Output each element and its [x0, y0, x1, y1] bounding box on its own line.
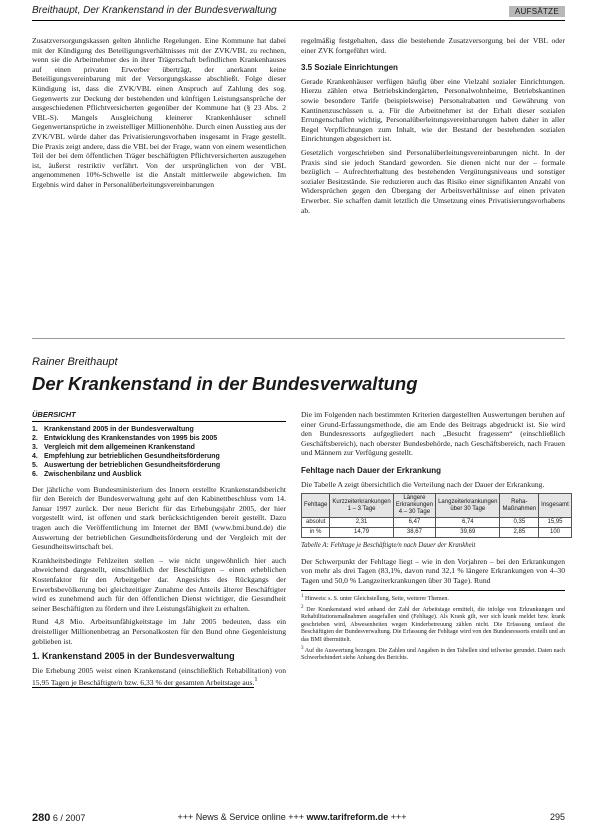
overview-item: 6. Zwischenbilanz und Ausblick — [32, 470, 142, 478]
article-column-left — [32, 410, 286, 691]
table-cell: 6,74 — [436, 518, 500, 528]
overview-item: 2. Entwicklung des Krankenstandes von 1995 bis 2005 — [32, 434, 218, 442]
table-caption: Tabelle A: Fehltage je Beschäftigte/n nach Dauer der Krankheit — [301, 542, 476, 550]
table-cell: 100 — [539, 528, 572, 538]
overview-item: 5. Auswertung der betrieblichen Gesundheitsförderung — [32, 461, 221, 469]
table-cell: absolut — [302, 518, 330, 528]
overview-list — [32, 425, 286, 479]
table-header: Langzeiterkrankungen über 30 Tage — [436, 494, 500, 518]
paragraph: Rund 4,8 Mio. Arbeitsunfähigkeitstage im Jahr 2005 bedeuten, dass ein dreistelliger Millionenbetrag an Personalkosten für den Bund ohne Gegenleistung geblieben ist. — [32, 617, 286, 646]
table-row — [302, 528, 572, 538]
footnote: $^2$ Der Krankenstand wird anhand der Zahl der Arbeitstage ermittelt, die infolge von Erkrankungen und Rehabilitationsmaßnahmen ausgefallen sind (Fehltage). Als Krank gilt, wer sich krank meldet bzw. krank geschrieben wird, Abwesenheiten wegen Kinderbetreuung zählen nicht. Die Erfassung umfasst die Beschäftigten der Bundesverwaltung. Die Erfassung der Fehltage wird von den Bundesressorts erstellt und an das BMI übermittelt. — [301, 604, 566, 643]
section-heading: 1. Krankenstand 2005 in der Bundesverwaltung — [32, 651, 235, 662]
footer-page-number: 280 — [32, 812, 51, 824]
table-cell: 0,35 — [500, 518, 539, 528]
footnote: $^3$ Auf die Auswertung bezogen. Die Zahlen und Angaben in den Tabellen sind teilweise gerundet. Daten nach Schwerbehindert siehe Anhang des Berichts. — [301, 645, 565, 662]
overview-item: 1. Krankenstand 2005 in der Bundesverwaltung — [32, 425, 194, 433]
article-title: Der Krankenstand in der Bundesverwaltung — [32, 373, 418, 394]
paragraph: Die Tabelle A zeigt übersichtlich die Verteilung nach der Dauer der Erkrankung. — [301, 479, 545, 489]
paragraph: Gerade Krankenhäuser verfügen häufig über eine Vielzahl sozialer Einrichtungen. Hierzu zählen etwa Betriebskindergärten, Personalwohnheime, Betriebskantinen sowie besondere Tarife (beispielsweise) Personalrabatten und Gewährung von Kantinenzuschüssen u. a. Für die Arbeitnehmer ist der Erhalt dieser sozialen Errungenschaften wichtig, Personalüberleitungsvereinbarungen haben daher in aller Regel Verpflichtungen zum Inhalt, wie der Bestand der bestehenden sozialen Einrichtungen abgesichert ist. — [301, 76, 565, 144]
article-separator — [32, 338, 565, 339]
table-header: Insgesamt — [539, 494, 572, 518]
table-cell: 6,47 — [393, 518, 435, 528]
footer-issue: 280 6 / 2007 — [32, 812, 86, 824]
table-row — [302, 518, 572, 528]
paragraph: Krankheitsbedingte Fehlzeiten stellen – wie nicht ungewöhnlich hier auch abweichend dargestellt, einschließlich der Beschäftigten – einen erheblichen Kostenfaktor für den Arbeitgeber dar. Angesichts des Rückgangs der Erwerbsbevölkerung bei gleichzeitiger Zunahme des Anteils älterer Beschäftigter wird es zunehmend auch für den öffentlichen Dienst wichtiger, die Gesundheit seiner Beschäftigten zu fördern und ihre Leistungsfähigkeit zu erhalten. — [32, 555, 286, 613]
section-heading: 3.5 Soziale Einrichtungen — [301, 63, 398, 73]
highlighted-figure: 15,95 Tagen je Beschäftigte/n bzw. 6,33 % der gesamten Arbeitstage aus. — [32, 677, 255, 687]
running-header — [32, 5, 565, 21]
footer-promo: +++ News & Service online +++ www.tarifreform.de +++ — [177, 812, 407, 822]
footer-url-link[interactable]: www.tarifreform.de — [306, 812, 389, 822]
absence-duration-table — [301, 493, 572, 538]
paragraph: Die Erhebung 2005 weist einen Krankenstand (einschließlich Rehabilitation) von 15,95 Tagen je Beschäftigte/n bzw. 6,33 % der gesamten Arbeitstage aus.$^1$ — [32, 665, 286, 687]
running-header-title: Breithaupt, Der Krankenstand in der Bundesverwaltung — [32, 5, 277, 16]
table-header: Längere Erkrankungen 4 – 30 Tage — [393, 494, 435, 518]
article-column-right — [301, 410, 569, 664]
paragraph: Gesetzlich vorgeschrieben sind Personalüberleitungsvereinbarungen nicht. In der Praxis sind sie jedoch Standard geworden. Sie dienen nicht nur der – formale bezüglich – Aufrechterhaltung des bestehenden Vergütungsniveaus und sonstiger sozialer Besitzstände. Sie reduzieren auch das Risiko einer signifikanten Anzahl von Widersprüchen gegen den Übergang der Arbeitsverhältnisse auf einen privaten Erwerber. Sie schaffen damit letztlich die Umsetzung eines Privatisierungsvorhabens ab. — [301, 147, 565, 215]
footer-page-number-right: 295 — [549, 812, 565, 822]
section-badge: AUFSÄTZE — [509, 6, 565, 17]
overview-item: 4. Empfehlung zur betrieblichen Gesundheitsförderung — [32, 452, 220, 460]
subsection-heading: Fehltage nach Dauer der Erkrankung — [301, 465, 442, 475]
top-column-right — [301, 36, 565, 219]
paragraph: Zusatzversorgungskassen gelten ähnliche Regelungen. Eine Kommune hat dabei mit der Kündigung des Beteiligungsverhältnisses mit der ZVK/VBL zu rechnen, wenn sie die Arbeitnehmer des in ihrer Trägerschaft befindlichen Krankenhauses auf einen privaten Erwerber überträgt, der anerkannt keine Beteiligungsvereinbarung mit der Versorgungskasse abschließt. Folge dieser Kündigung ist, dass die ZVK/VBL einen Anspruch auf Zahlung des sog. Gegenwerts zur Deckung der bestehenden und künftigen Leistungsansprüche der ausgeschiedenen Pflichtversicherten gegenüber der Kommune hat (§ 23 Abs. 2 VBL-S). Mangels Ausgleichung kleinerer Krankenhäuser schnell Gegenwertansprüche in zweistelliger Millionenhöhe. Durch einen Ausstieg aus der ZVK/VBL würde daher das Privatisierungsvorhaben insgesamt in Frage gestellt. Die Praxis zeigt andere, dass die VBL bei der Frage, wann von einem wesentlichen Teil der bei dem öffentlichen Träger beschäftigten Pflichtversicherten auszugehen ist, äußerst restriktiv verfährt. Von der ursprünglichen von der VBL angenommenen 10%-Schwelle ist die Anstalt mittlerweile abgewichen. Im Ergebnis wird daher in Personalüberleitungsvereinbarungen — [32, 36, 286, 189]
paragraph: regelmäßig festgehalten, dass die bestehende Zusatzversorgung bei der VBL oder einer ZVK fortgeführt wird. — [301, 36, 565, 55]
table-cell: 39,69 — [436, 528, 500, 538]
table-header: Reha-Maßnahmen — [500, 494, 539, 518]
table-cell: 2,85 — [500, 528, 539, 538]
paragraph: Der jährliche vom Bundesministerium des Innern erstellte Krankenstandsbericht für den Bereich der Bundesverwaltung geht auf den Kabinettbeschluss vom 14. Januar 1997 zurück. Der neue Bericht für das Erhebungsjahr 2005, der hier vorgestellt wird, ist offenen und stark berücksichtigenden bereit gestellt. Dazu tragen auch die Veröffentlichung im Internet der BMI (www.bmi.bund.de) die Auswertung der betrieblichen Gesundheitsförderung und der Vergleich mit der Gesundheitswirtschaft bei. — [32, 484, 286, 552]
table-cell: 15,95 — [539, 518, 572, 528]
table-cell: 2,31 — [330, 518, 393, 528]
paragraph: Die im Folgenden nach bestimmten Kriterien dargestellten Auswertungen beruhen auf einer Grund-Erfassungsmethode, die am Ende des Beitrags abgedruckt ist. Sie wird den Bundesressorts aufgegliedert nach „Besucht fragessem“ (einschließlich Geschäftsbereich), nach oberster Bundesbehörde, nach Geschäftsbereich, nach Frauen und Männern zur Verfügung gestellt. — [301, 410, 565, 458]
table-cell: 38,67 — [393, 528, 435, 538]
footnote-ref: 1 — [254, 676, 258, 684]
table-cell: in % — [302, 528, 330, 538]
article-author: Rainer Breithaupt — [32, 356, 118, 368]
overview-item: 3. Vergleich mit dem allgemeinen Krankenstand — [32, 443, 195, 451]
table-header: Fehltage — [302, 494, 330, 518]
overview-heading: ÜBERSICHT — [32, 410, 286, 422]
paragraph: Der Schwerpunkt der Fehltage liegt – wie in den Vorjahren – bei den Erkrankungen von mehr als drei Tagen (83,1%, davon rund 32,1 % längere Erkrankungen von 4–30 Tagen und 50,0 % Langzeiterkrankungen über 30 Tage). Rund — [301, 556, 565, 585]
top-column-left — [32, 36, 286, 194]
table-header: Kurzzeiterkrankungen 1 – 3 Tage — [330, 494, 393, 518]
table-header-row — [302, 494, 572, 518]
footnote: $^1$ Hinweis: s. S. unter Gleichstellung, Seite, weiterer Themen. — [301, 593, 449, 602]
footnotes — [301, 590, 565, 663]
table-cell: 14,79 — [330, 528, 393, 538]
